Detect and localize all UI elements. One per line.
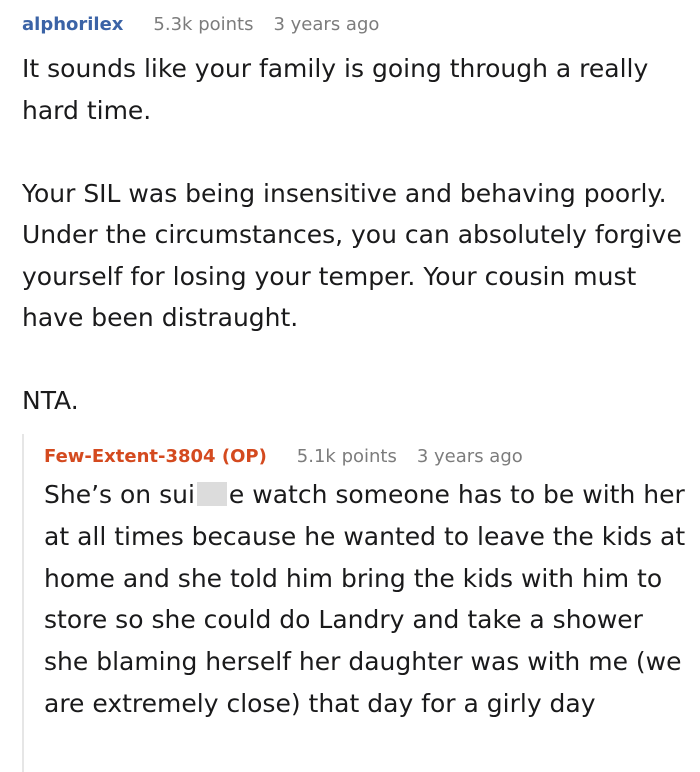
comment-paragraph: NTA. — [22, 386, 79, 415]
reply-body — [44, 474, 694, 725]
comment-paragraph: It sounds like your family is going through a really hard time. — [22, 54, 649, 125]
comment-author-link[interactable]: alphorilex — [22, 14, 124, 35]
reply-comment — [22, 434, 694, 772]
comment-points: 5.3k points — [153, 14, 254, 35]
reply-timestamp[interactable]: 3 years ago — [416, 445, 523, 467]
reply-author-link[interactable]: Few-Extent-3804 (OP) — [44, 445, 267, 467]
comment-meta — [22, 14, 692, 48]
reply-text-start: She’s on sui — [44, 480, 195, 509]
comment-paragraph: Your SIL was being insensitive and behaving poorly. Under the circumstances, you can absolutely forgive yourself for losing your temper. Your cousin must have been distraught. — [22, 178, 682, 332]
reply-text-rest: e watch someone has to be with her at all times because he wanted to leave the kids at home and she told him bring the kids with him to store so she could do Landry and take a shower she blaming herself her daughter was with me (we are extremely close) that day for a girly day — [44, 480, 686, 718]
censor-block — [197, 482, 227, 506]
comment-body — [22, 48, 692, 422]
reply-meta — [44, 434, 694, 474]
comment-timestamp[interactable]: 3 years ago — [273, 14, 380, 35]
reply-points: 5.1k points — [296, 445, 397, 467]
reply-paragraph — [44, 474, 694, 725]
top-comment — [22, 14, 692, 422]
